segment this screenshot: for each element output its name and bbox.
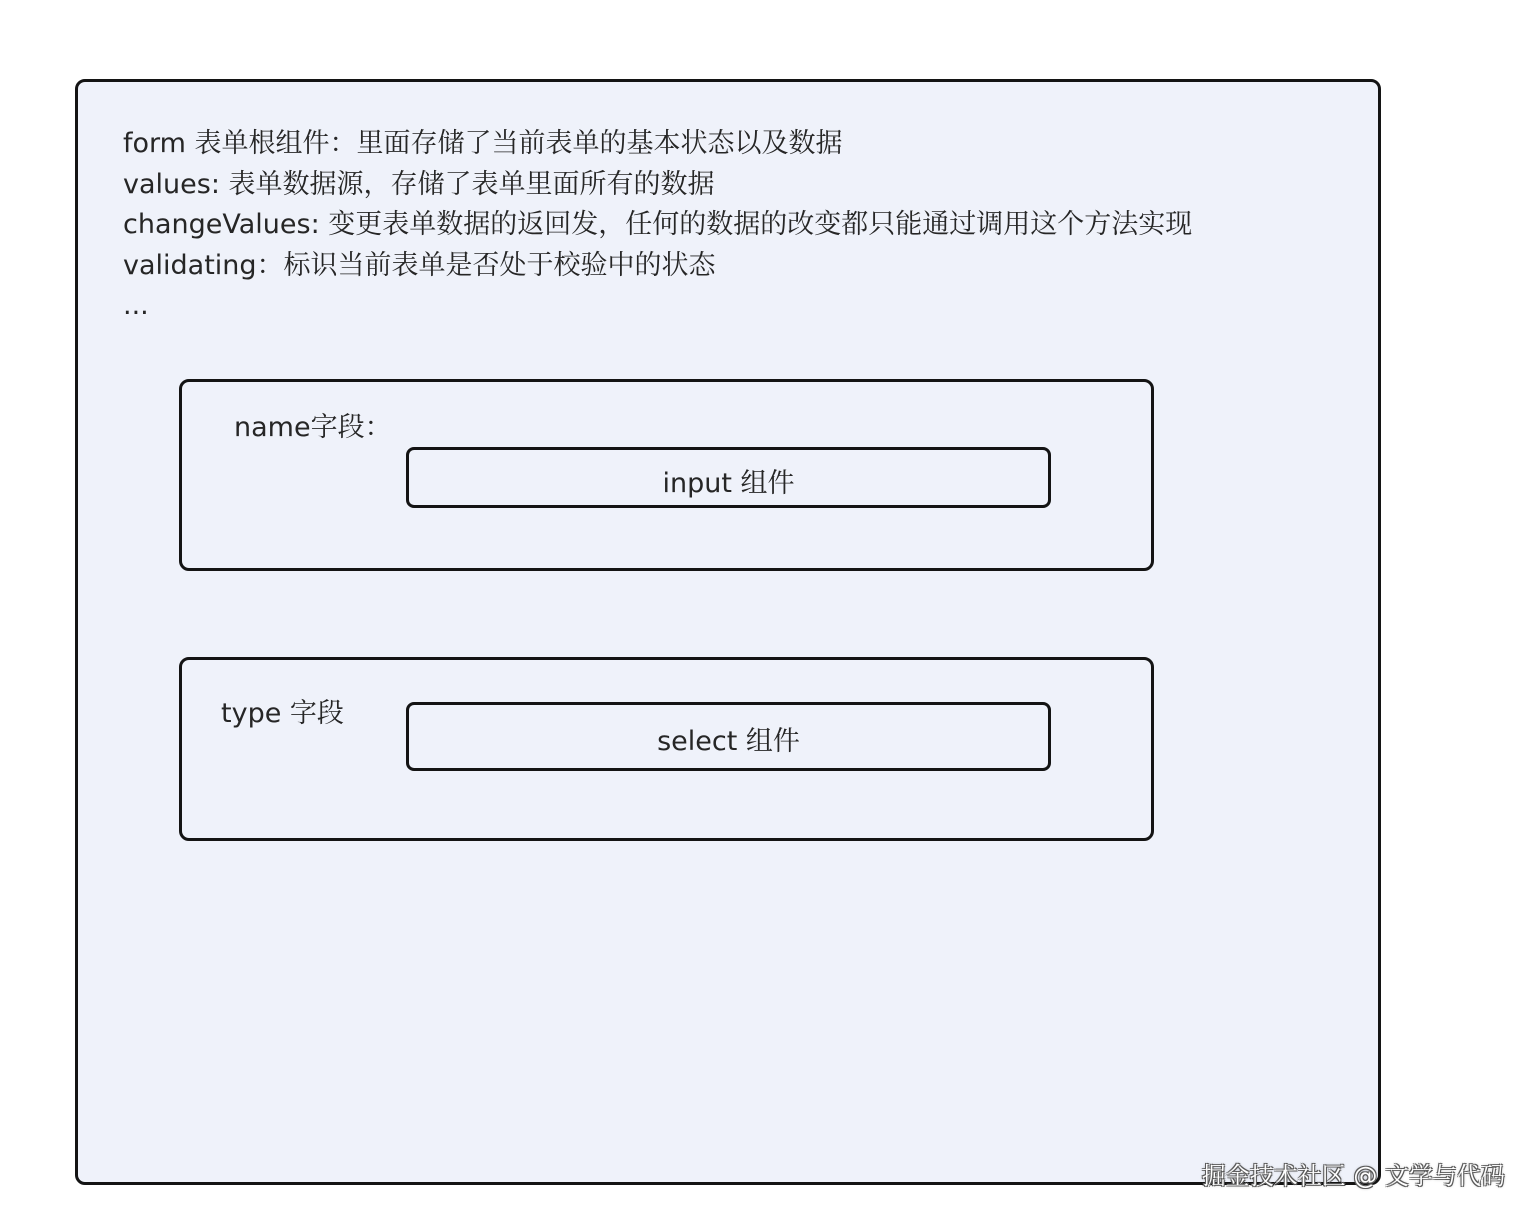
description-line-ellipsis: ... xyxy=(123,290,149,321)
type-field-label: type 字段 xyxy=(221,698,344,729)
select-component-box: select 组件 xyxy=(406,702,1051,771)
watermark-text: 掘金技术社区 @ 文学与代码 xyxy=(1201,1162,1505,1190)
description-line-validating: validating：标识当前表单是否处于校验中的状态 xyxy=(123,249,716,281)
description-line-form: form 表单根组件：里面存储了当前表单的基本状态以及数据 xyxy=(123,128,843,159)
form-root-description xyxy=(123,124,1303,327)
description-line-change-values: changeValues: 变更表单数据的返回发，任何的数据的改变都只能通过调用这个方法实现 xyxy=(123,209,1193,240)
name-field-label: name字段： xyxy=(234,412,392,443)
input-component-box: input 组件 xyxy=(406,447,1051,508)
description-line-values: values: 表单数据源，存储了表单里面所有的数据 xyxy=(123,168,715,200)
